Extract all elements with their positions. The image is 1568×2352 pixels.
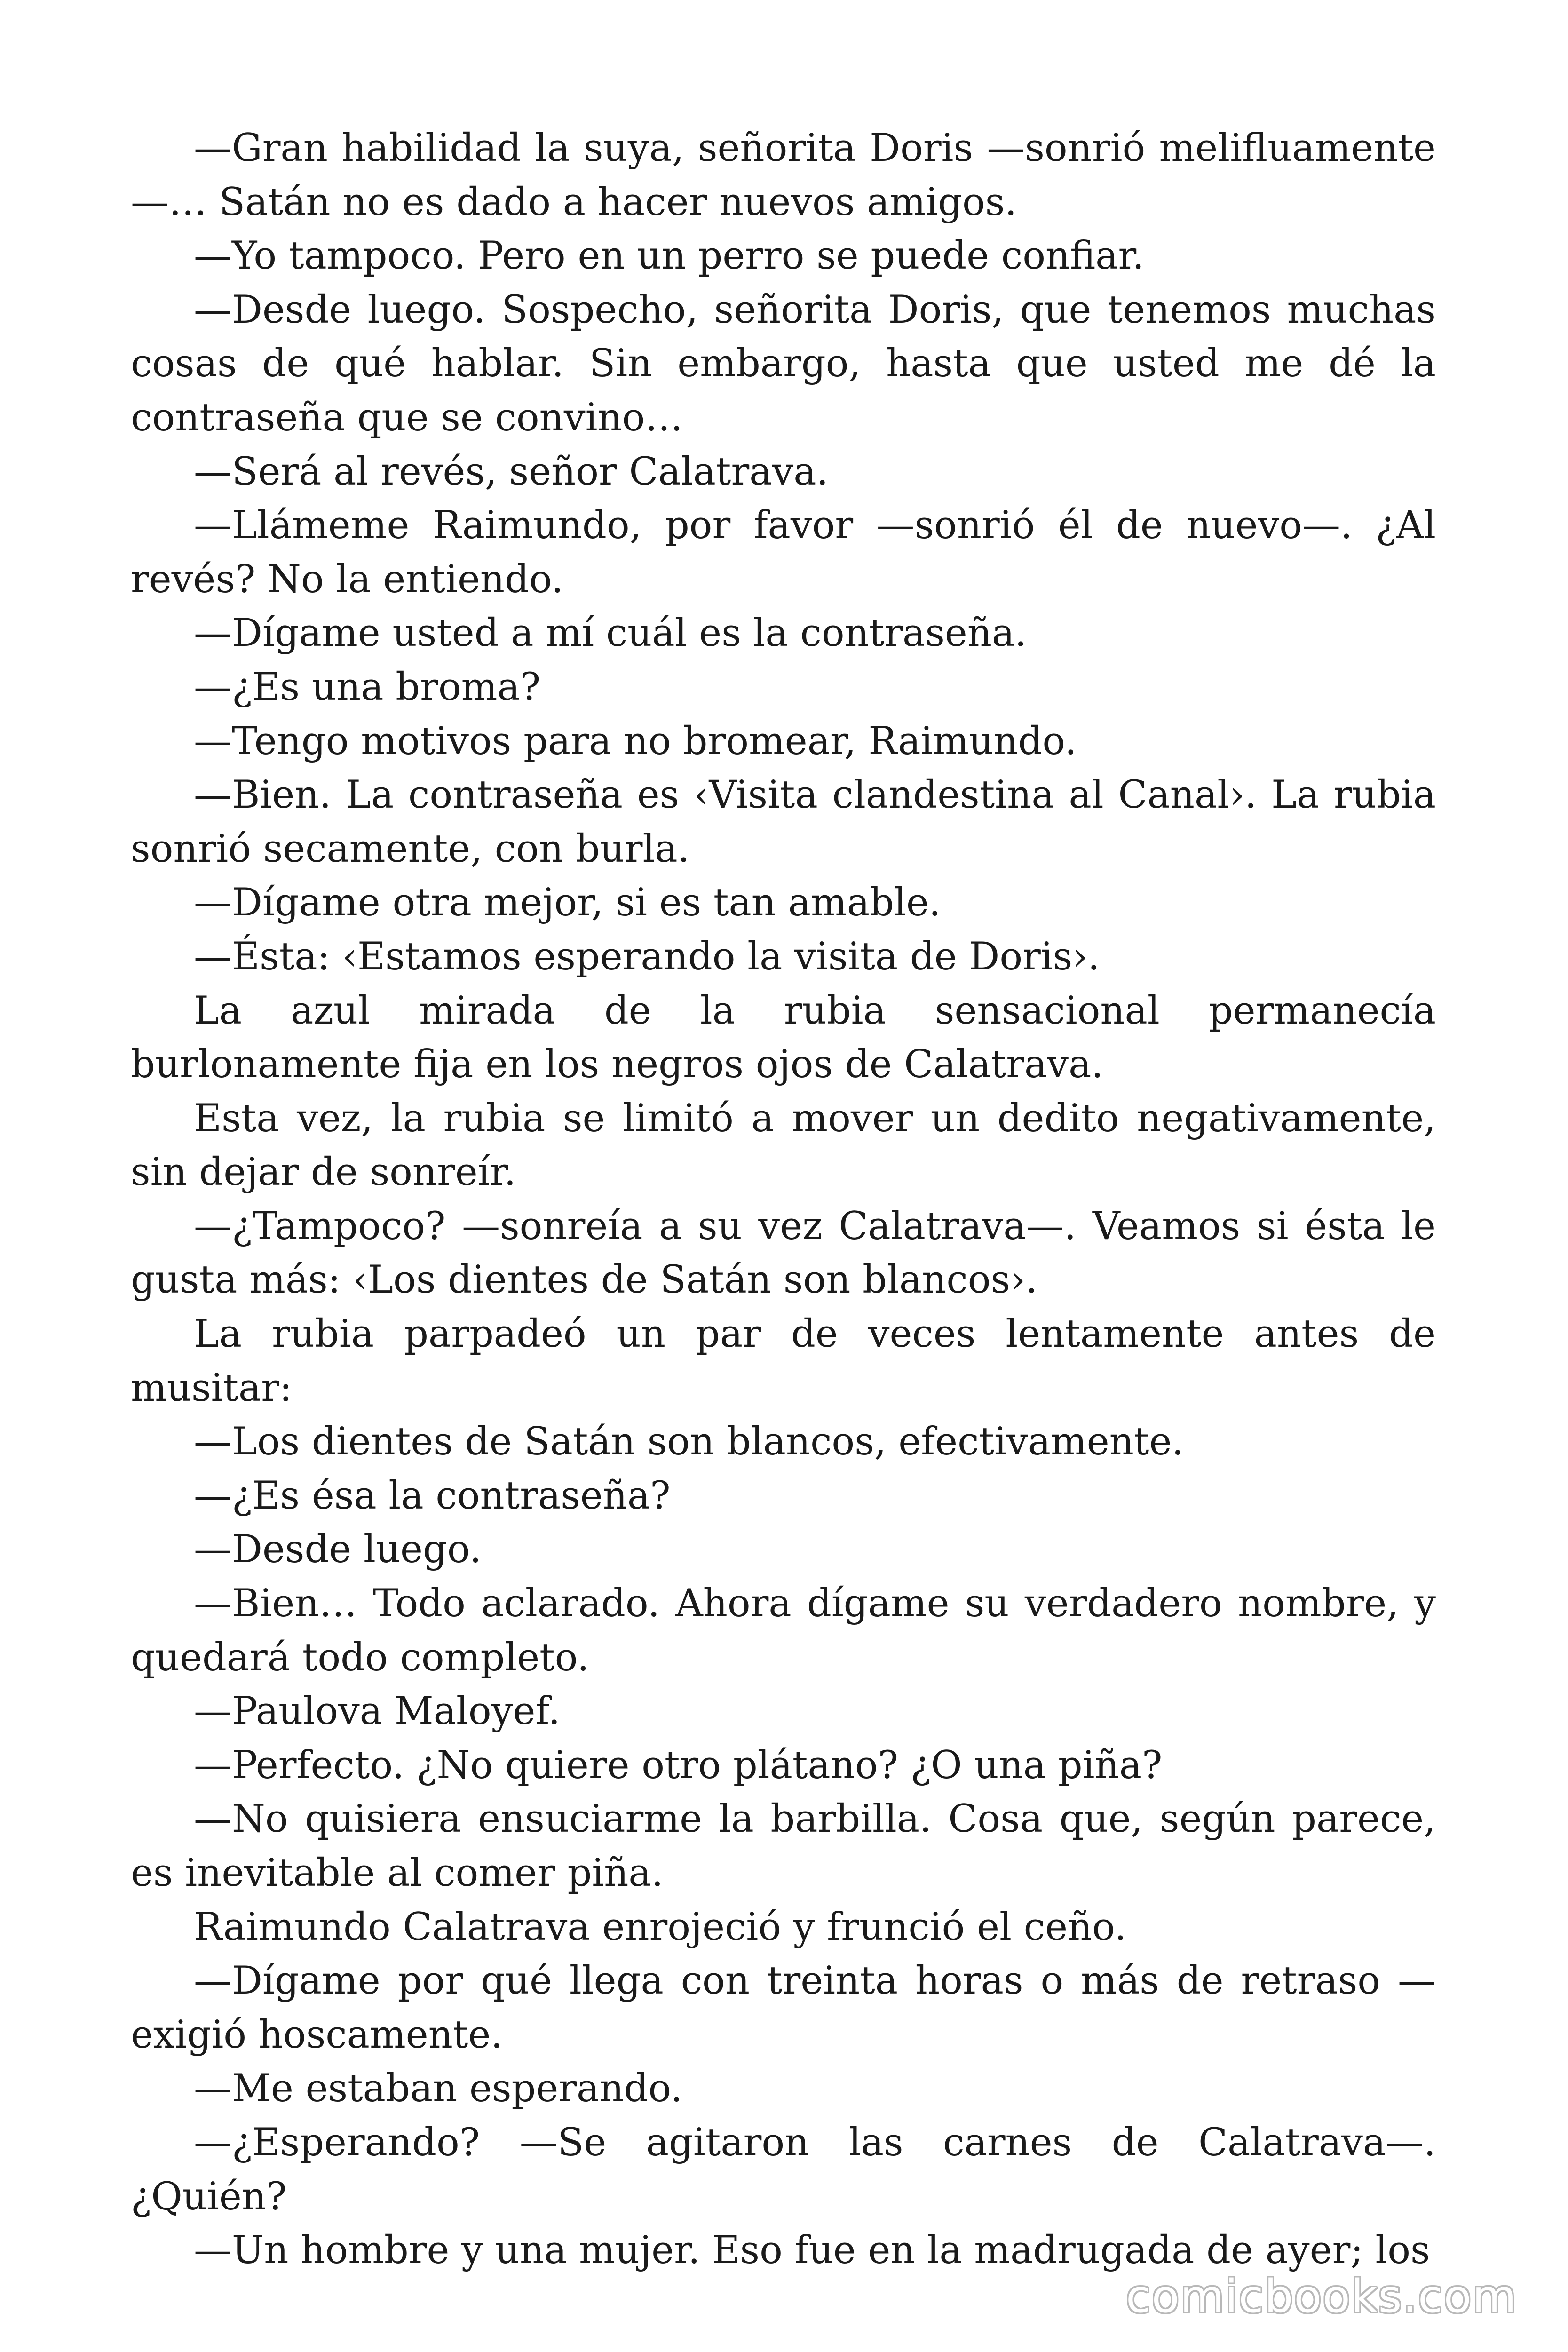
paragraph: —Dígame por qué llega con treinta horas o más de retraso — exigió hoscamente. [131, 1959, 1436, 2057]
paragraph: —¿Es ésa la contraseña? [194, 1473, 671, 1518]
paragraph: —Dígame usted a mí cuál es la contraseña. [194, 611, 1027, 656]
paragraph: —Desde luego. [194, 1527, 482, 1572]
paragraph: —Bien. La contraseña es ‹Visita clandestina al Canal›. La rubia sonrió secamente, con burla. [131, 773, 1436, 871]
paragraph: —¿Tampoco? —sonreía a su vez Calatrava—. Veamos si ésta le gusta más: ‹Los dientes de Satán son blancos›. [131, 1204, 1436, 1303]
paragraph: —Yo tampoco. Pero en un perro se puede confiar. [194, 234, 1145, 278]
paragraph: —Gran habilidad la suya, señorita Doris —sonrió melifluamente —… Satán no es dado a hacer nuevos amigos. [131, 126, 1436, 224]
paragraph: —¿Esperando? —Se agitaron las carnes de Calatrava—. ¿Quién? [131, 2120, 1436, 2219]
paragraph: Raimundo Calatrava enrojeció y frunció el ceño. [194, 1905, 1127, 1949]
paragraph: —No quisiera ensuciarme la barbilla. Cosa que, según parece, es inevitable al comer piña. [131, 1797, 1436, 1895]
paragraph: La rubia parpadeó un par de veces lentamente antes de musitar: [131, 1312, 1436, 1410]
paragraph: —Será al revés, señor Calatrava. [194, 449, 829, 494]
paragraph: Esta vez, la rubia se limitó a mover un dedito negativamente, sin dejar de sonreír. [131, 1096, 1436, 1195]
paragraph: —Bien… Todo aclarado. Ahora dígame su verdadero nombre, y quedará todo completo. [131, 1581, 1436, 1680]
paragraph: —¿Es una broma? [194, 665, 541, 709]
paragraph: —Dígame otra mejor, si es tan amable. [194, 881, 941, 925]
watermark: comicbooks.com [1125, 2270, 1517, 2323]
page-body [131, 121, 1436, 2278]
paragraph: —Tengo motivos para no bromear, Raimundo. [194, 719, 1077, 763]
paragraph: —Me estaban esperando. [194, 2066, 683, 2111]
paragraph: —Paulova Maloyef. [194, 1689, 561, 1734]
paragraph: —Ésta: ‹Estamos esperando la visita de Doris›. [194, 934, 1100, 979]
paragraph: —Llámeme Raimundo, por favor —sonrió él de nuevo—. ¿Al revés? No la entiendo. [131, 503, 1436, 602]
paragraph: La azul mirada de la rubia sensacional permanecía burlonamente fija en los negros ojos de Calatrava. [131, 988, 1436, 1087]
paragraph: —Desde luego. Sospecho, señorita Doris, que tenemos muchas cosas de qué hablar. Sin embargo, hasta que usted me dé la contraseña que se convino… [131, 287, 1436, 440]
paragraph: —Perfecto. ¿No quiere otro plátano? ¿O una piña? [194, 1743, 1163, 1788]
paragraph: —Los dientes de Satán son blancos, efectivamente. [194, 1420, 1184, 1464]
paragraph: —Un hombre y una mujer. Eso fue en la madrugada de ayer; los [194, 2228, 1430, 2273]
